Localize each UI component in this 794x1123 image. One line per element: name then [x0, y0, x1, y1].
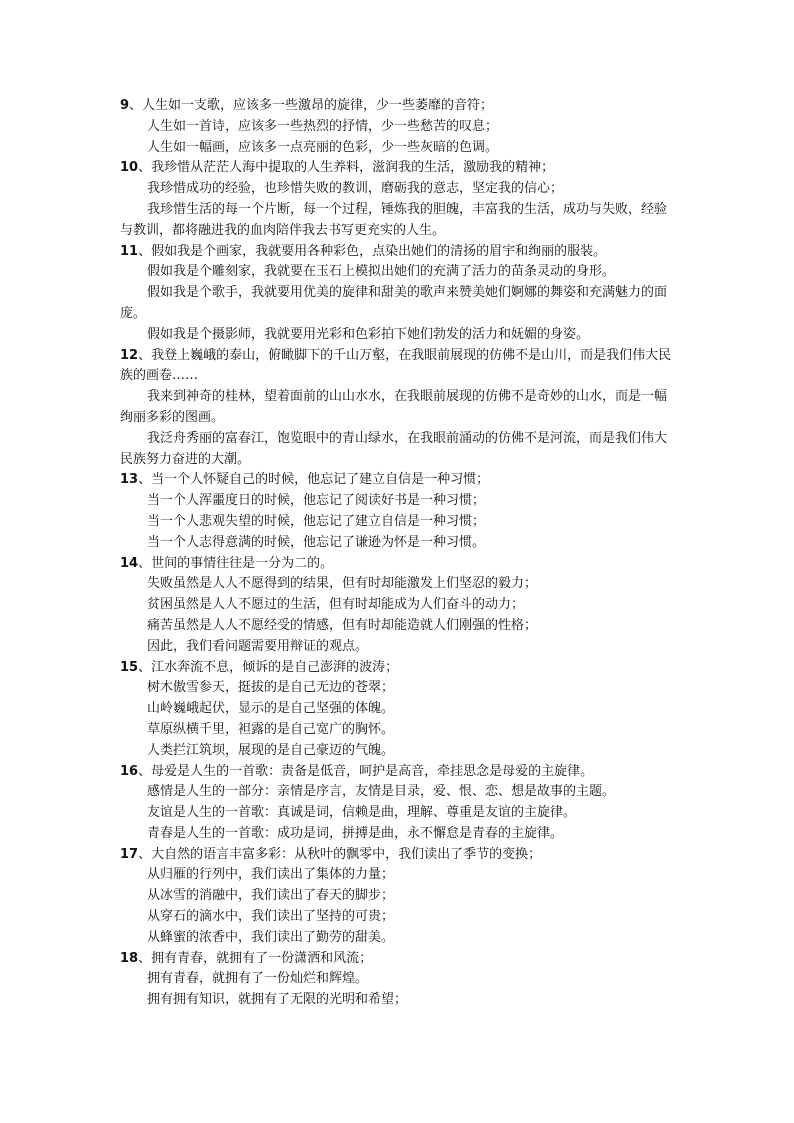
line-text: 人生如一首诗，应该多一些热烈的抒情，少一些愁苦的叹息；	[147, 118, 499, 134]
line-text: 、当一个人怀疑自己的时候，他忘记了建立自信是一种习惯；	[138, 472, 490, 488]
line-text: 拥有青春，就拥有了一份灿烂和辉煌。	[147, 971, 369, 987]
line-text: 山岭巍峨起伏，显示的是自己坚强的体魄。	[147, 701, 395, 717]
line-text: 我珍惜生活的每一个片断，每一个过程，锤炼我的胆魄，丰富我的生活，成功与失败，经验与教训，都将融进我的血肉陪伴我去书写更充实的人生。	[120, 201, 668, 238]
line-text: 草原纵横千里，袒露的是自己宽广的胸怀。	[147, 721, 395, 737]
section-13	[120, 470, 676, 553]
section-number: 16	[120, 763, 139, 779]
line-text: 假如我是个歌手，我就要用优美的旋律和甜美的歌声来赞美她们婀娜的舞姿和充满魅力的面庞。	[120, 285, 668, 321]
section-number: 9	[120, 98, 130, 113]
line-text: 、母爱是人生的一首歌：责备是低音，呵护是高音，牵挂思念是母爱的主旋律。	[138, 763, 594, 779]
section-17	[120, 845, 676, 949]
line-text: 当一个人悲观失望的时候，他忘记了建立自信是一种习惯；	[147, 513, 486, 529]
line-text: 、人生如一支歌，应该多一些激昂的旋律，少一些萎靡的音符；	[129, 98, 494, 113]
section-first-line	[120, 845, 676, 866]
section-first-line	[120, 242, 676, 263]
section-first-line	[120, 658, 676, 679]
section-first-line	[120, 158, 676, 179]
section-first-line	[120, 762, 676, 783]
line-text: 树木傲雪参天，挺拔的是自己无边的苍翠；	[147, 680, 395, 696]
section-first-line	[120, 949, 676, 970]
line-text: 、我登上巍峨的泰山，俯瞰脚下的千山万壑，在我眼前展现的仿佛不是山川，而是我们伟大民族的画卷……	[120, 347, 672, 384]
section-16	[120, 762, 676, 845]
line-text: 感情是人生的一部分：亲情是序言，友情是目录，爱、恨、恋、想是故事的主题。	[147, 784, 616, 800]
line-text: 失败虽然是人人不愿得到的结果，但有时却能激发上们坚忍的毅力；	[147, 576, 538, 592]
section-15	[120, 658, 676, 762]
line-text: 、假如我是个画家，我就要用各种彩色，点染出她们的清扬的眉宇和绚丽的服装。	[138, 243, 607, 259]
line-text: 友谊是人生的一首歌：真诚是词，信赖是曲，理解、尊重是友谊的主旋律。	[147, 805, 577, 821]
line-text: 、世间的事情往往是一分为二的。	[138, 555, 334, 571]
line-text: 因此，我们看问题需要用辩证的观点。	[147, 638, 369, 654]
section-number: 18	[120, 950, 139, 966]
section-number: 15	[120, 659, 139, 675]
section-number: 11	[120, 243, 139, 259]
line-text: 、我珍惜从茫茫人海中提取的人生养料，滋润我的生活，激励我的精神；	[138, 160, 555, 176]
line-text: 假如我是个摄影师，我就要用光彩和色彩拍下她们勃发的活力和妩媚的身姿。	[147, 326, 590, 342]
section-number: 14	[120, 555, 139, 571]
section-12	[120, 346, 676, 471]
line-text: 、拥有青春，就拥有了一份潇洒和风流；	[138, 950, 373, 966]
line-text: 当一个人浑噩度日的时候，他忘记了阅读好书是一种习惯；	[147, 493, 486, 509]
document-page	[120, 96, 676, 1011]
line-text: 人生如一幅画，应该多一点亮丽的色彩，少一些灰暗的色调。	[147, 139, 499, 155]
line-text: 我泛舟秀丽的富春江，饱览眼中的青山绿水，在我眼前涌动的仿佛不是河流，而是我们伟大民族努力奋进的大潮。	[120, 430, 668, 467]
section-first-line	[120, 554, 676, 575]
line-text: 从蜂蜜的浓香中，我们读出了勤劳的甜美。	[147, 929, 395, 945]
line-text: 从归雁的行列中，我们读出了集体的力量；	[147, 867, 395, 883]
section-18	[120, 949, 676, 1011]
section-number: 13	[120, 472, 139, 488]
section-9	[120, 96, 676, 158]
line-text: 痛苦虽然是人人不愿经受的情感，但有时却能造就人们刚强的性格；	[147, 617, 538, 633]
section-first-line	[120, 470, 676, 491]
section-11	[120, 242, 676, 346]
section-number: 17	[120, 846, 139, 862]
section-first-line	[120, 96, 676, 117]
line-text: 贫困虽然是人人不愿过的生活，但有时却能成为人们奋斗的动力；	[147, 597, 525, 613]
line-text: 人类拦江筑坝，展现的是自己豪迈的气魄。	[147, 742, 395, 758]
line-text: 拥有拥有知识，就拥有了无限的光明和希望；	[147, 992, 408, 1008]
line-text: 从穿石的滴水中，我们读出了坚持的可贵；	[147, 909, 395, 925]
line-text: 假如我是个雕刻家，我就要在玉石上模拟出她们的充满了活力的苗条灵动的身形。	[147, 264, 616, 280]
line-text: 青春是人生的一首歌：成功是词，拼搏是曲，永不懈怠是青春的主旋律。	[147, 825, 564, 841]
section-10	[120, 158, 676, 241]
section-number: 12	[120, 347, 139, 363]
section-first-line	[120, 346, 676, 388]
line-text: 当一个人志得意满的时候，他忘记了谦逊为怀是一种习惯。	[147, 534, 486, 550]
line-text: 、大自然的语言丰富多彩：从秋叶的飘零中，我们读出了季节的变换；	[138, 846, 542, 862]
section-14	[120, 554, 676, 658]
line-text: 、江水奔流不息，倾诉的是自己澎湃的波涛；	[138, 659, 399, 675]
line-text: 我珍惜成功的经验，也珍惜失败的教训，磨砺我的意志，坚定我的信心；	[147, 181, 564, 197]
section-number: 10	[120, 160, 139, 176]
line-text: 从冰雪的消融中，我们读出了春天的脚步；	[147, 888, 395, 904]
line-text: 我来到神奇的桂林，望着面前的山山水水，在我眼前展现的仿佛不是奇妙的山水，而是一幅绚丽多彩的图画。	[120, 389, 668, 425]
